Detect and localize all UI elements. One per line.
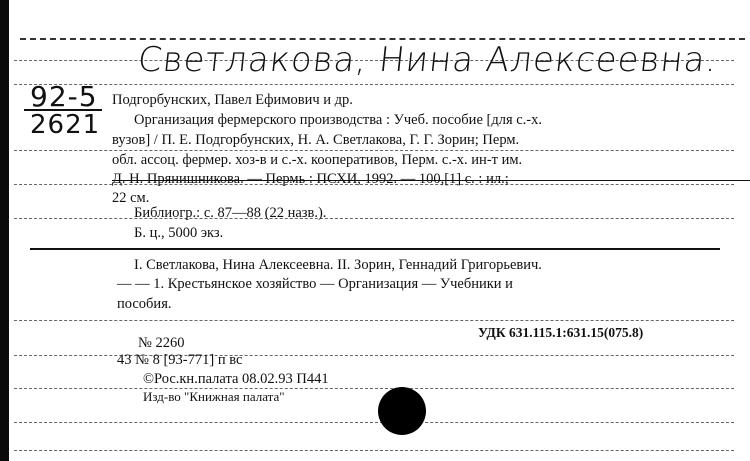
- handwritten-code-bottom: 2621: [30, 110, 101, 140]
- author-heading: Подгорбунских, Павел Ефимович и др.: [112, 92, 353, 108]
- ruled-line: [14, 150, 734, 151]
- section-separator: [30, 248, 720, 250]
- series-number: 43 № 8 [93-771] п вс: [117, 352, 243, 368]
- bibliography-note: Библиогр.: с. 87—88 (22 назв.).: [134, 205, 327, 221]
- publisher-note: Изд-во "Книжная палата": [143, 389, 285, 404]
- ruled-line: [14, 218, 734, 219]
- punched-hole: [378, 387, 426, 435]
- card-left-edge: [0, 0, 9, 461]
- tracing-line-1: I. Светлакова, Нина Алексеевна. II. Зорин, Геннадий Григорьевич.: [134, 257, 542, 273]
- udc-code: УДК 631.115.1:631.15(075.8): [478, 325, 644, 340]
- title-line-4: Д. Н. Прянишникова. — Пермь : ПСХИ, 1992. — 100,[1] с. : ил.;: [112, 172, 750, 187]
- ruled-line: [14, 422, 734, 423]
- title-line-3: обл. ассоц. фермер. хоз-в и с.-х. кооперативов, Перм. с.-х. ин-т им.: [112, 152, 523, 168]
- title-line-2: вузов] / П. Е. Подгорбунских, Н. А. Светлакова, Г. Г. Зорин; Перм.: [112, 132, 520, 148]
- tracing-line-2: — — 1. Крестьянское хозяйство — Организация — Учебники и: [117, 276, 513, 292]
- ruled-line: [14, 84, 734, 85]
- tracing-line-3: пособия.: [117, 296, 172, 312]
- card-number: № 2260: [138, 335, 185, 351]
- handwritten-name: Светлакова, Нина Алексеевна.: [135, 40, 720, 80]
- ruled-line: [14, 320, 734, 321]
- physical-size: 22 см.: [112, 190, 150, 206]
- price-note: Б. ц., 5000 экз.: [134, 225, 224, 241]
- ruled-line: [14, 450, 734, 451]
- book-chamber-mark: ©Рос.кн.палата 08.02.93 П441: [143, 371, 329, 387]
- title-line-1: Организация фермерского производства : Учеб. пособие [для с.-х.: [134, 112, 543, 128]
- ruled-line: [14, 388, 734, 389]
- handwritten-code-top: 92-5: [30, 80, 98, 113]
